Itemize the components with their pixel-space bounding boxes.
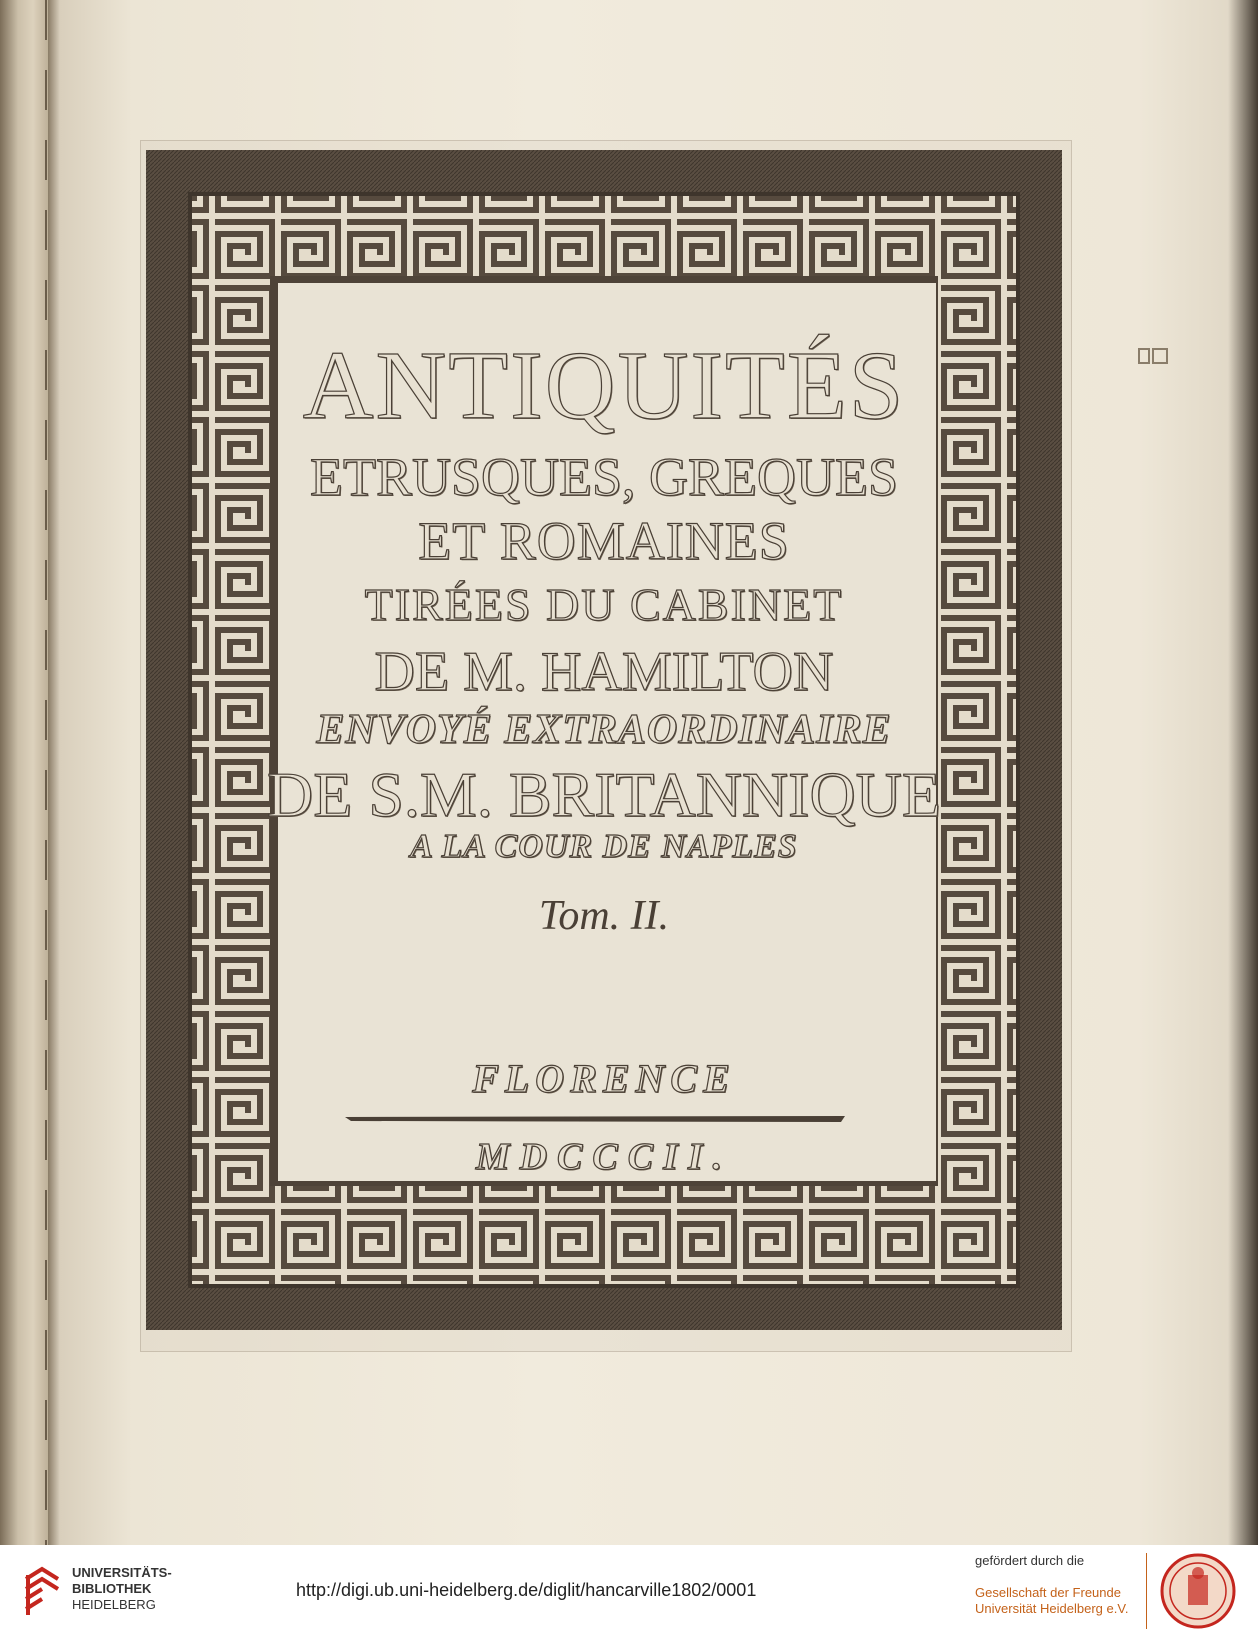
publication-year: MDCCCII. — [475, 1136, 733, 1178]
title-line-5: DE M. HAMILTON — [374, 641, 834, 703]
title-line-4: TIRÉES DU CABINET — [364, 579, 844, 630]
place-of-publication: FLORENCE — [472, 1056, 736, 1101]
title-line-6: ENVOYÉ EXTRAORDINAIRE — [316, 707, 892, 753]
volume-label: Tom. II. — [538, 893, 670, 939]
library-name-line-1: UNIVERSITÄTS- — [72, 1565, 172, 1580]
title-line-1: ANTIQUITÉS — [302, 332, 906, 440]
library-name — [72, 1565, 172, 1613]
page-edge-shadow — [1228, 0, 1258, 1545]
university-library-logo-icon — [22, 1565, 62, 1619]
footer-divider — [1146, 1553, 1147, 1629]
sponsor-name — [975, 1585, 1128, 1617]
sponsor-name-line-2: Universität Heidelberg e.V. — [975, 1601, 1129, 1616]
library-name-line-2: BIBLIOTHEK — [72, 1581, 152, 1596]
library-stamp-mark — [1137, 345, 1171, 369]
title-line-3: ET ROMAINES — [418, 511, 790, 571]
permalink-url[interactable]: http://digi.ub.uni-heidelberg.de/diglit/hancarville1802/0001 — [296, 1580, 757, 1600]
sponsor-name-line-1: Gesellschaft der Freunde — [975, 1585, 1121, 1600]
title-line-8: A LA COUR DE NAPLES — [410, 828, 798, 865]
binding-stitches — [40, 0, 52, 1545]
title-line-7: DE S.M. BRITANNIQUE — [267, 759, 941, 830]
library-name-line-3: HEIDELBERG — [72, 1597, 156, 1612]
funded-by-label: gefördert durch die — [975, 1553, 1085, 1568]
society-seal-icon — [1160, 1551, 1236, 1631]
imprint-rule — [345, 1113, 845, 1125]
digitization-footer — [0, 1545, 1258, 1635]
title-line-2: ETRUSQUES, GREQUES — [309, 447, 899, 507]
